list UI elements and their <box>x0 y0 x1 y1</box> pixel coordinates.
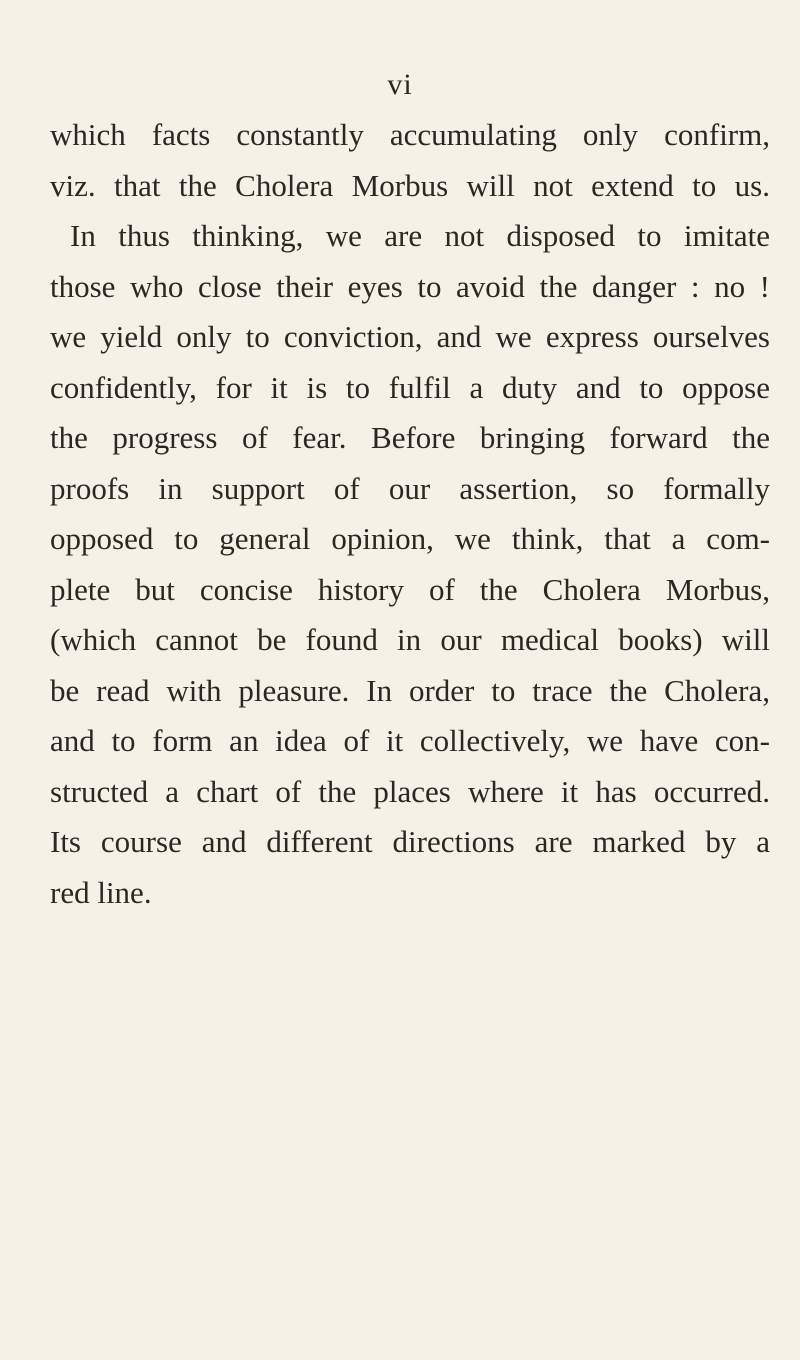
text-line: (which cannot be found in our medical books) will <box>50 622 770 657</box>
text-line: those who close their eyes to avoid the danger : no ! <box>50 268 770 304</box>
text-line: viz. that the Cholera Morbus will not extend to us. <box>50 167 770 203</box>
text-line: In thus thinking, we are not disposed to imitate <box>70 218 770 253</box>
text-line: and to form an idea of it collectively, we have con- <box>50 723 770 758</box>
text-line: red line. <box>50 874 152 910</box>
text-line: structed a chart of the places where it has occurred. <box>50 773 770 809</box>
text-line: be read with pleasure. In order to trace the Cholera, <box>50 672 770 708</box>
text-line: Its course and different directions are marked by a <box>50 824 770 859</box>
text-line: confidently, for it is to fulfil a duty and to oppose <box>50 369 770 405</box>
body-text <box>50 110 770 918</box>
text-line: proofs in support of our assertion, so formally <box>50 470 770 506</box>
text-line: we yield only to conviction, and we express ourselves <box>50 319 770 354</box>
text-line: the progress of fear. Before bringing forward the <box>50 420 770 455</box>
text-line: opposed to general opinion, we think, that a com- <box>50 521 770 556</box>
text-line: plete but concise history of the Cholera Morbus, <box>50 571 770 607</box>
page-number: vi <box>387 68 413 101</box>
text-line: which facts constantly accumulating only confirm, <box>50 117 770 152</box>
